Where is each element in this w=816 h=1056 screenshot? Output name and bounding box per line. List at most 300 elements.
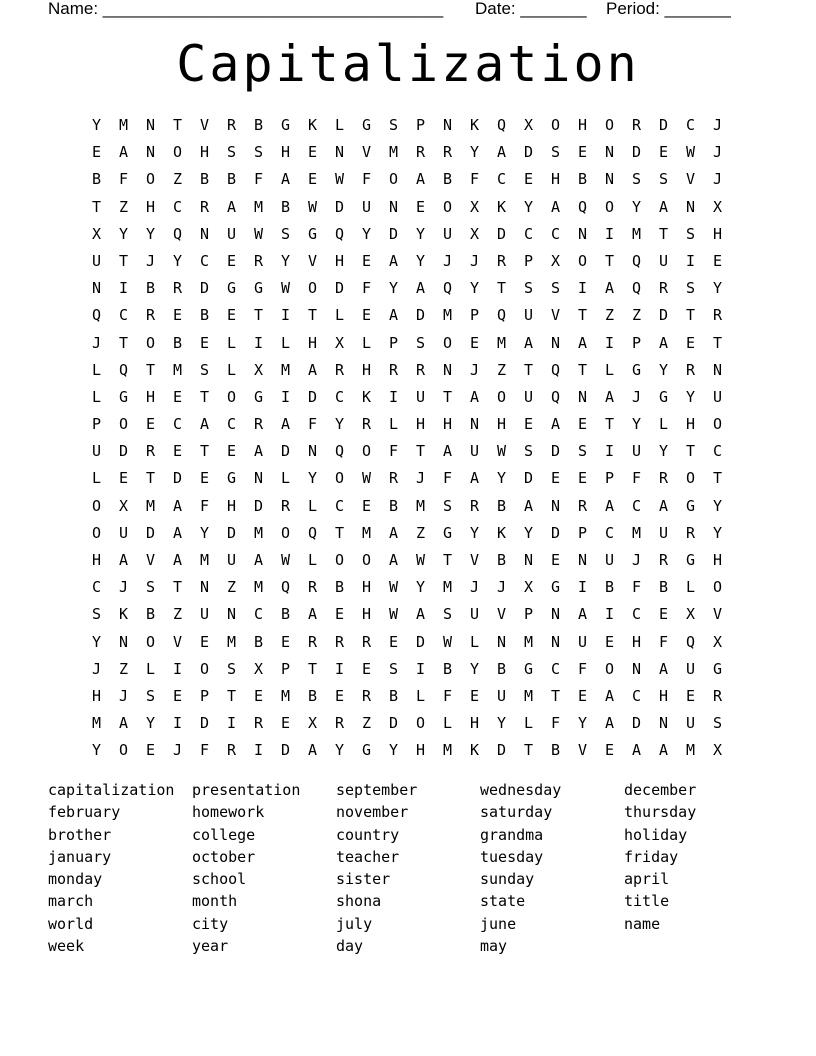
grid-letter: N (577, 224, 588, 243)
grid-letter: U (712, 387, 723, 406)
grid-letter: S (523, 442, 534, 461)
grid-letter: U (523, 387, 534, 406)
grid-letter: G (658, 387, 669, 406)
grid-letter: M (631, 523, 642, 542)
grid-letter: O (604, 116, 615, 134)
grid-letter: U (226, 551, 237, 569)
word-item: day (336, 937, 364, 956)
grid-letter: H (361, 360, 372, 379)
grid-letter: O (145, 333, 156, 352)
grid-letter: T (442, 551, 453, 569)
grid-letter: V (361, 143, 372, 162)
grid-letter: U (685, 714, 696, 733)
grid-letter: T (307, 306, 318, 325)
grid-letter: O (604, 197, 615, 216)
grid-letter: O (442, 197, 453, 216)
grid-letter: T (712, 469, 723, 488)
grid-letter: N (253, 469, 264, 488)
grid-letter: Y (91, 116, 102, 134)
grid-letter: K (469, 741, 480, 760)
grid-letter: H (307, 333, 318, 352)
grid-letter: N (658, 714, 669, 733)
grid-letter: G (118, 387, 129, 406)
grid-letter: E (145, 415, 156, 434)
grid-letter: U (523, 306, 534, 325)
grid-letter: Q (118, 360, 129, 379)
grid-letter: G (226, 469, 237, 488)
grid-letter: C (172, 197, 183, 216)
grid-row (83, 166, 733, 193)
grid-letter: S (145, 686, 156, 705)
grid-letter: A (307, 360, 318, 379)
grid-letter: X (307, 714, 318, 733)
grid-letter: T (415, 442, 426, 461)
grid-letter: R (496, 251, 507, 270)
grid-letter: E (685, 333, 696, 352)
grid-row (83, 248, 733, 275)
grid-letter: W (496, 442, 507, 461)
grid-letter: F (442, 469, 453, 488)
grid-letter: M (442, 741, 453, 760)
grid-letter: M (226, 632, 237, 651)
grid-letter: D (172, 469, 183, 488)
grid-letter: J (145, 251, 156, 270)
grid-letter: J (469, 578, 480, 597)
grid-letter: Q (496, 116, 507, 134)
grid-letter: Y (685, 387, 696, 406)
grid-letter: A (604, 279, 615, 298)
grid-letter: J (631, 387, 642, 406)
grid-letter: Y (523, 523, 534, 542)
grid-letter: T (118, 251, 129, 270)
grid-letter: E (388, 632, 399, 651)
grid-letter: E (658, 143, 669, 162)
grid-letter: Z (361, 714, 372, 733)
grid-letter: P (523, 251, 534, 270)
grid-letter: F (253, 170, 264, 189)
grid-letter: A (604, 686, 615, 705)
word-item: november (336, 803, 409, 822)
word-item: monday (48, 870, 103, 889)
grid-letter: Y (496, 469, 507, 488)
worksheet-header (48, 0, 748, 20)
grid-letter: W (280, 551, 291, 569)
grid-letter: Y (307, 469, 318, 488)
grid-letter: S (388, 659, 399, 678)
grid-letter: U (469, 605, 480, 624)
grid-letter: E (199, 469, 210, 488)
grid-letter: D (496, 741, 507, 760)
grid-letter: X (118, 496, 129, 515)
grid-letter: R (334, 714, 345, 733)
grid-letter: A (280, 170, 291, 189)
grid-letter: H (334, 251, 345, 270)
grid-letter: A (523, 496, 534, 515)
grid-letter: U (226, 224, 237, 243)
grid-letter: R (388, 469, 399, 488)
grid-letter: B (145, 605, 156, 624)
grid-letter: I (577, 279, 588, 298)
grid-letter: A (280, 415, 291, 434)
grid-letter: D (550, 523, 561, 542)
grid-letter: P (280, 659, 291, 678)
grid-letter: M (523, 686, 534, 705)
grid-letter: G (253, 387, 264, 406)
grid-letter: S (199, 360, 210, 379)
grid-row (83, 112, 733, 139)
grid-letter: W (307, 197, 318, 216)
grid-letter: T (199, 387, 210, 406)
grid-letter: A (577, 605, 588, 624)
grid-row (83, 737, 733, 764)
grid-letter: N (604, 170, 615, 189)
grid-letter: C (631, 605, 642, 624)
grid-letter: M (523, 632, 534, 651)
grid-letter: R (253, 415, 264, 434)
grid-letter: O (361, 442, 372, 461)
grid-letter: R (253, 714, 264, 733)
grid-letter: Z (118, 659, 129, 678)
grid-letter: Q (496, 306, 507, 325)
grid-letter: R (145, 442, 156, 461)
grid-letter: P (91, 415, 102, 434)
grid-letter: S (226, 143, 237, 162)
grid-letter: L (307, 496, 318, 515)
grid-letter: E (658, 605, 669, 624)
grid-letter: T (172, 116, 183, 134)
grid-letter: T (685, 442, 696, 461)
grid-letter: W (388, 605, 399, 624)
grid-letter: O (415, 714, 426, 733)
grid-row (83, 547, 733, 574)
grid-letter: D (523, 143, 534, 162)
grid-letter: I (226, 714, 237, 733)
grid-letter: L (280, 469, 291, 488)
grid-letter: L (388, 415, 399, 434)
grid-letter: T (604, 415, 615, 434)
grid-letter: I (172, 659, 183, 678)
grid-row (83, 493, 733, 520)
grid-letter: J (469, 360, 480, 379)
grid-letter: O (145, 632, 156, 651)
grid-letter: N (604, 143, 615, 162)
grid-letter: D (307, 387, 318, 406)
word-item: holiday (624, 825, 688, 844)
grid-letter: Y (469, 279, 480, 298)
grid-letter: Z (172, 170, 183, 189)
grid-letter: H (91, 551, 102, 569)
grid-letter: B (226, 170, 237, 189)
grid-letter: W (388, 578, 399, 597)
grid-letter: Z (496, 360, 507, 379)
grid-letter: E (604, 741, 615, 760)
grid-letter: M (253, 578, 264, 597)
grid-letter: C (226, 415, 237, 434)
grid-letter: F (307, 415, 318, 434)
grid-row (83, 139, 733, 166)
word-column (480, 779, 624, 957)
grid-letter: U (361, 197, 372, 216)
word-item: tuesday (480, 847, 544, 866)
grid-letter: M (631, 224, 642, 243)
grid-letter: B (307, 686, 318, 705)
grid-letter: E (226, 442, 237, 461)
grid-letter: R (307, 578, 318, 597)
grid-letter: G (361, 741, 372, 760)
grid-letter: D (658, 306, 669, 325)
grid-letter: D (334, 197, 345, 216)
grid-letter: H (496, 415, 507, 434)
grid-letter: E (361, 659, 372, 678)
grid-letter: H (199, 143, 210, 162)
grid-letter: N (145, 116, 156, 134)
grid-letter: Y (658, 360, 669, 379)
word-item: city (192, 914, 229, 933)
grid-letter: H (685, 415, 696, 434)
grid-letter: P (631, 333, 642, 352)
grid-letter: Z (226, 578, 237, 597)
grid-letter: E (172, 306, 183, 325)
grid-letter: N (550, 496, 561, 515)
grid-letter: Y (415, 251, 426, 270)
grid-letter: E (172, 387, 183, 406)
grid-letter: V (145, 551, 156, 569)
grid-letter: K (496, 523, 507, 542)
grid-letter: E (577, 143, 588, 162)
grid-letter: O (604, 659, 615, 678)
grid-letter: O (712, 578, 723, 597)
grid-letter: Y (415, 578, 426, 597)
grid-letter: R (658, 551, 669, 569)
grid-letter: S (226, 659, 237, 678)
grid-letter: N (442, 116, 453, 134)
grid-letter: F (631, 469, 642, 488)
grid-letter: Y (712, 496, 723, 515)
grid-letter: A (550, 197, 561, 216)
grid-letter: R (253, 251, 264, 270)
grid-letter: J (118, 578, 129, 597)
grid-letter: E (199, 333, 210, 352)
grid-letter: E (415, 197, 426, 216)
grid-letter: T (577, 360, 588, 379)
grid-letter: G (442, 523, 453, 542)
grid-letter: V (469, 551, 480, 569)
grid-letter: U (658, 523, 669, 542)
grid-letter: L (226, 333, 237, 352)
grid-letter: H (442, 415, 453, 434)
grid-letter: H (226, 496, 237, 515)
grid-letter: R (226, 116, 237, 134)
grid-letter: N (577, 387, 588, 406)
grid-letter: M (685, 741, 696, 760)
grid-letter: F (577, 659, 588, 678)
grid-letter: E (361, 496, 372, 515)
grid-letter: V (496, 605, 507, 624)
grid-letter: E (577, 415, 588, 434)
grid-letter: J (91, 333, 102, 352)
grid-letter: A (199, 415, 210, 434)
grid-letter: A (496, 143, 507, 162)
grid-letter: X (550, 251, 561, 270)
grid-letter: G (280, 116, 291, 134)
grid-letter: G (685, 551, 696, 569)
grid-letter: Z (172, 605, 183, 624)
grid-letter: X (469, 224, 480, 243)
grid-row (83, 438, 733, 465)
grid-letter: H (469, 714, 480, 733)
grid-letter: J (118, 686, 129, 705)
grid-row (83, 656, 733, 683)
grid-letter: J (631, 551, 642, 569)
grid-letter: P (604, 469, 615, 488)
grid-letter: U (442, 224, 453, 243)
grid-letter: A (118, 714, 129, 733)
grid-letter: E (334, 605, 345, 624)
grid-letter: N (199, 578, 210, 597)
grid-letter: A (469, 387, 480, 406)
grid-letter: S (685, 279, 696, 298)
grid-letter: V (550, 306, 561, 325)
grid-row (83, 221, 733, 248)
grid-letter: O (118, 415, 129, 434)
grid-letter: U (469, 442, 480, 461)
grid-letter: G (631, 360, 642, 379)
grid-letter: Y (469, 523, 480, 542)
grid-letter: W (685, 143, 696, 162)
grid-letter: M (361, 523, 372, 542)
grid-letter: E (307, 170, 318, 189)
grid-letter: A (523, 333, 534, 352)
grid-letter: L (361, 333, 372, 352)
grid-letter: X (712, 632, 723, 651)
word-item: june (480, 914, 517, 933)
grid-letter: O (118, 741, 129, 760)
grid-letter: N (523, 551, 534, 569)
grid-letter: X (712, 741, 723, 760)
grid-letter: K (307, 116, 318, 134)
grid-row (83, 357, 733, 384)
grid-letter: Y (145, 224, 156, 243)
grid-letter: C (199, 251, 210, 270)
grid-letter: E (280, 714, 291, 733)
grid-letter: B (442, 659, 453, 678)
word-item: title (624, 892, 670, 911)
grid-letter: I (604, 442, 615, 461)
grid-letter: F (388, 442, 399, 461)
grid-letter: C (631, 686, 642, 705)
grid-letter: J (712, 170, 723, 189)
grid-letter: B (604, 578, 615, 597)
grid-letter: D (199, 279, 210, 298)
grid-letter: Q (280, 578, 291, 597)
grid-letter: A (172, 496, 183, 515)
grid-letter: S (415, 333, 426, 352)
grid-letter: V (199, 116, 210, 134)
grid-letter: P (577, 523, 588, 542)
word-item: brother (48, 825, 112, 844)
grid-letter: D (226, 523, 237, 542)
grid-letter: E (577, 469, 588, 488)
grid-letter: O (712, 415, 723, 434)
grid-letter: N (712, 360, 723, 379)
grid-letter: H (415, 741, 426, 760)
grid-letter: L (91, 360, 102, 379)
grid-letter: D (658, 116, 669, 134)
grid-letter: B (199, 170, 210, 189)
grid-letter: D (415, 632, 426, 651)
grid-letter: M (199, 551, 210, 569)
grid-letter: O (685, 469, 696, 488)
grid-letter: Q (91, 306, 102, 325)
grid-letter: B (172, 333, 183, 352)
grid-letter: T (307, 659, 318, 678)
grid-letter: T (226, 686, 237, 705)
grid-letter: I (604, 224, 615, 243)
grid-letter: T (334, 523, 345, 542)
grid-letter: O (199, 659, 210, 678)
word-item: week (48, 937, 85, 956)
grid-letter: I (388, 387, 399, 406)
grid-letter: Y (334, 741, 345, 760)
grid-letter: T (712, 333, 723, 352)
grid-letter: X (253, 659, 264, 678)
grid-letter: E (145, 741, 156, 760)
grid-letter: C (604, 523, 615, 542)
word-item: month (192, 892, 238, 911)
grid-letter: O (280, 523, 291, 542)
grid-letter: A (172, 523, 183, 542)
grid-letter: B (388, 686, 399, 705)
grid-letter: H (280, 143, 291, 162)
grid-letter: S (388, 116, 399, 134)
grid-letter: L (307, 551, 318, 569)
grid-letter: O (577, 251, 588, 270)
grid-letter: W (442, 632, 453, 651)
grid-letter: R (307, 632, 318, 651)
grid-letter: K (118, 605, 129, 624)
grid-letter: H (712, 224, 723, 243)
grid-letter: A (604, 387, 615, 406)
grid-letter: I (577, 578, 588, 597)
word-item: teacher (336, 847, 400, 866)
grid-letter: A (658, 741, 669, 760)
grid-letter: U (685, 659, 696, 678)
grid-letter: S (145, 578, 156, 597)
grid-letter: A (226, 197, 237, 216)
grid-letter: I (172, 714, 183, 733)
grid-letter: X (523, 578, 534, 597)
grid-letter: R (658, 469, 669, 488)
word-item: july (336, 914, 373, 933)
grid-letter: D (415, 306, 426, 325)
grid-letter: I (334, 659, 345, 678)
grid-letter: N (469, 415, 480, 434)
grid-letter: H (712, 551, 723, 569)
grid-letter: N (118, 632, 129, 651)
grid-letter: T (577, 306, 588, 325)
grid-letter: E (550, 469, 561, 488)
grid-letter: G (685, 496, 696, 515)
grid-letter: O (334, 469, 345, 488)
word-item: march (48, 892, 94, 911)
grid-letter: T (118, 333, 129, 352)
grid-letter: L (145, 659, 156, 678)
grid-letter: E (604, 632, 615, 651)
grid-letter: Z (631, 306, 642, 325)
grid-letter: F (118, 170, 129, 189)
grid-letter: E (469, 686, 480, 705)
grid-letter: B (91, 170, 102, 189)
